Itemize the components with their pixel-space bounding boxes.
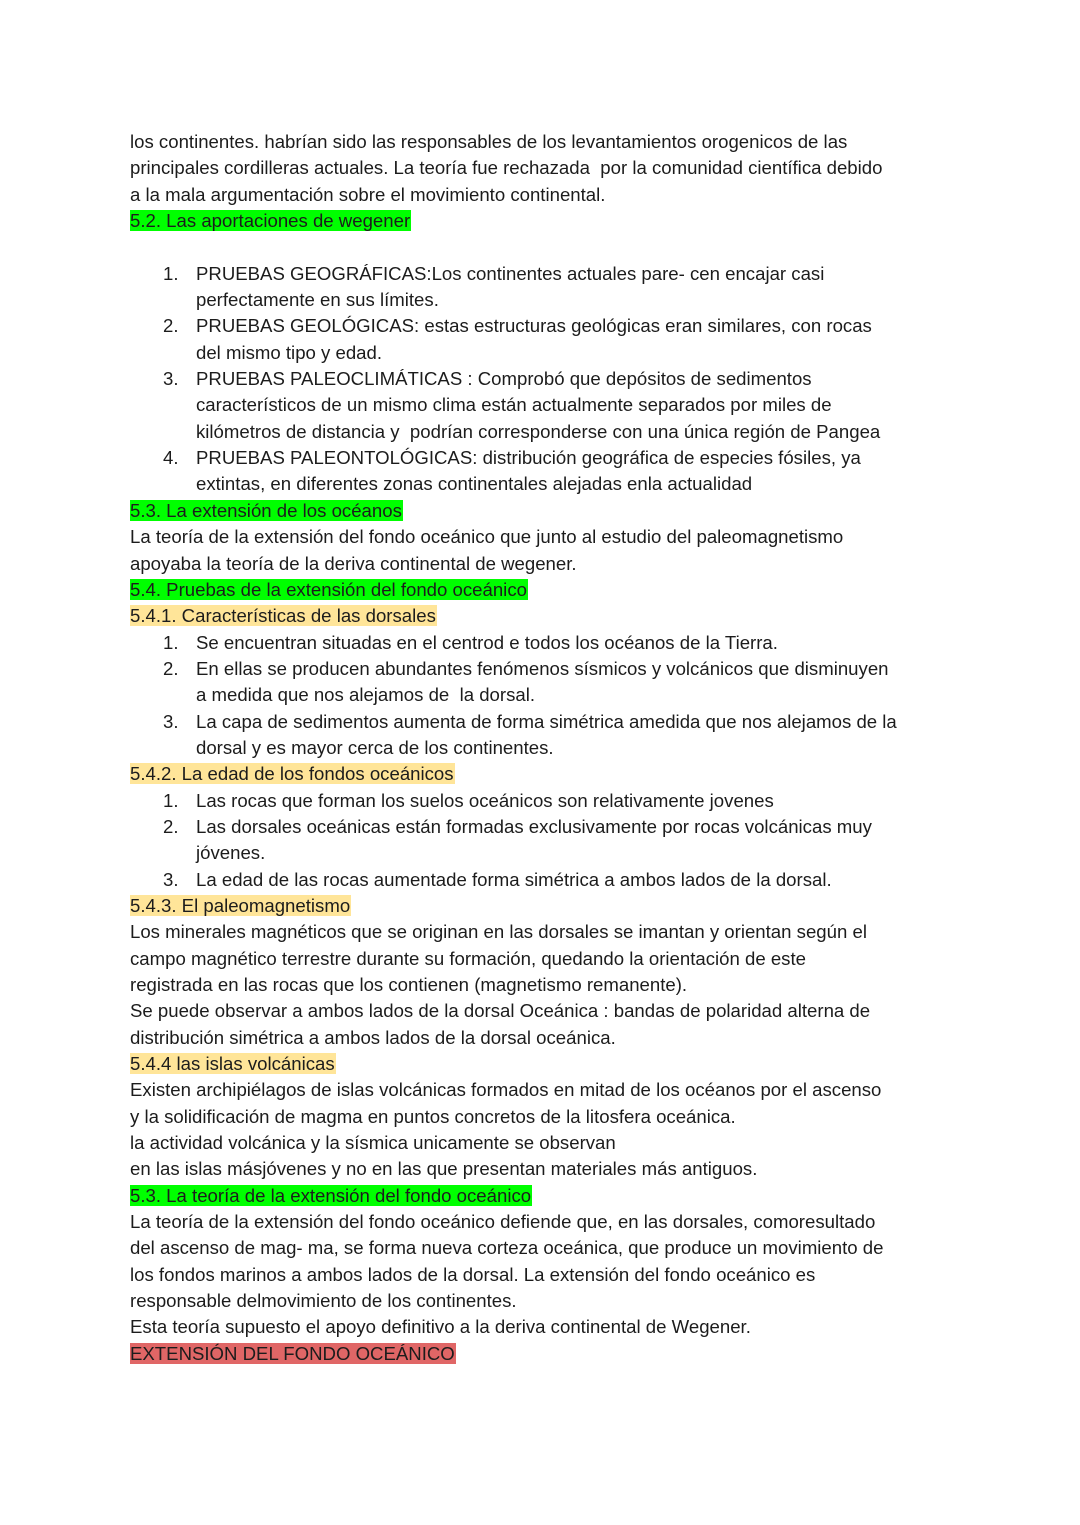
- section-heading: [130, 1051, 960, 1077]
- list-number: 2.: [163, 657, 179, 679]
- highlighted-heading-text: 5.4. Pruebas de la extensión del fondo oceánico: [130, 578, 527, 600]
- list-item-text: dorsal y es mayor cerca de los continentes.: [196, 736, 554, 758]
- paragraph-line: del ascenso de mag- ma, se forma nueva corteza oceánica, que produce un movimiento de: [130, 1237, 884, 1259]
- section-heading: [130, 1341, 960, 1367]
- list-item-text: PRUEBAS GEOGRÁFICAS:Los continentes actuales pare- cen encajar casi: [196, 262, 825, 284]
- list-item-line: [130, 340, 960, 366]
- paragraph-line: responsable delmovimiento de los continentes.: [130, 1290, 517, 1312]
- document-page: [130, 129, 960, 1367]
- highlighted-heading-text: EXTENSIÓN DEL FONDO OCEÁNICO: [130, 1342, 455, 1364]
- list-item-line: [130, 735, 960, 761]
- paragraph-line: campo magnético terrestre durante su formación, quedando la orientación de este: [130, 947, 806, 969]
- section-heading: [130, 208, 960, 234]
- paragraph-line: y la solidificación de magma en puntos concretos de la litosfera oceánica.: [130, 1105, 736, 1127]
- paragraph-line: a la mala argumentación sobre el movimiento continental.: [130, 183, 606, 205]
- list-item-text: Las rocas que forman los suelos oceánicos son relativamente jovenes: [196, 789, 774, 811]
- list-item-text: característicos de un mismo clima están actualmente separados por miles de: [196, 394, 832, 416]
- paragraph-line: los fondos marinos a ambos lados de la dorsal. La extensión del fondo oceánico es: [130, 1263, 816, 1285]
- paragraph-line: registrada en las rocas que los contienen (magnetismo remanente).: [130, 974, 688, 995]
- section-heading: [130, 893, 960, 919]
- paragraph-line: La teoría de la extensión del fondo oceánico defiende que, en las dorsales, comoresultado: [130, 1211, 876, 1233]
- list-number: 3.: [163, 868, 179, 890]
- list-item-text: kilómetros de distancia y podrían corresponderse con una única región de Pangea: [196, 420, 881, 442]
- highlighted-heading-text: 5.3. La extensión de los océanos: [130, 499, 402, 521]
- paragraph-line: apoyaba la teoría de la deriva continental de wegener.: [130, 552, 577, 574]
- list-number: 2.: [163, 315, 179, 337]
- list-item-text: Se encuentran situadas en el centrod e todos los océanos de la Tierra.: [196, 631, 778, 653]
- paragraph-line: en las islas másjóvenes y no en las que presentan materiales más antiguos.: [130, 1158, 758, 1180]
- section-heading: [130, 577, 960, 603]
- list-number: 3.: [163, 368, 179, 390]
- list-number: 1.: [163, 631, 179, 653]
- list-item-line: [130, 471, 960, 497]
- list-item-line: [130, 630, 960, 656]
- list-item-line: [130, 445, 960, 471]
- section-heading: [130, 761, 960, 787]
- list-item-text: jóvenes.: [196, 842, 266, 864]
- paragraph-line: la actividad volcánica y la sísmica unicamente se observan: [130, 1132, 616, 1154]
- list-item-line: [130, 287, 960, 313]
- list-item-line: [130, 814, 960, 840]
- list-item-text: PRUEBAS PALEOCLIMÁTICAS : Comprobó que depósitos de sedimentos: [196, 368, 812, 390]
- list-number: 4.: [163, 447, 179, 469]
- paragraph-line: Los minerales magnéticos que se originan en las dorsales se imantan y orientan según el: [130, 921, 867, 943]
- list-item-text: a medida que nos alejamos de la dorsal.: [196, 684, 536, 706]
- list-item-line: [130, 788, 960, 814]
- blank-line: [130, 234, 960, 260]
- list-item-text: del mismo tipo y edad.: [196, 341, 383, 363]
- paragraph-line: Esta teoría supuesto el apoyo definitivo a la deriva continental de Wegener.: [130, 1316, 751, 1338]
- list-item-text: perfectamente en sus límites.: [196, 289, 439, 311]
- highlighted-heading-text: 5.4.4 las islas volcánicas: [130, 1053, 335, 1075]
- list-item-line: [130, 682, 960, 708]
- list-item-text: extintas, en diferentes zonas continentales alejadas enla actualidad: [196, 473, 753, 495]
- list-item-text: Las dorsales oceánicas están formadas exclusivamente por rocas volcánicas muy: [196, 815, 872, 837]
- list-item-text: PRUEBAS PALEONTOLÓGICAS: distribución geográfica de especies fósiles, ya: [196, 447, 861, 469]
- list-number: 1.: [163, 789, 179, 811]
- list-item-line: [130, 392, 960, 418]
- list-item-text: La edad de las rocas aumentade forma simétrica a ambos lados de la dorsal.: [196, 868, 832, 890]
- highlighted-heading-text: 5.4.1. Características de las dorsales: [130, 605, 436, 627]
- section-heading: [130, 1183, 960, 1209]
- list-item-line: [130, 313, 960, 339]
- list-item-line: [130, 840, 960, 866]
- paragraph-line: La teoría de la extensión del fondo oceánico que junto al estudio del paleomagnetismo: [130, 526, 844, 548]
- paragraph-line: Existen archipiélagos de islas volcánicas formados en mitad de los océanos por el ascenso: [130, 1079, 882, 1101]
- highlighted-heading-text: 5.4.3. El paleomagnetismo: [130, 894, 351, 916]
- highlighted-heading-text: 5.3. La teoría de la extensión del fondo oceánico: [130, 1184, 532, 1206]
- list-item-line: [130, 867, 960, 893]
- paragraph-line: Se puede observar a ambos lados de la dorsal Oceánica : bandas de polaridad alterna de: [130, 1000, 871, 1022]
- list-item-line: [130, 709, 960, 735]
- paragraph-line: distribución simétrica a ambos lados de la dorsal oceánica.: [130, 1026, 616, 1048]
- paragraph-line: los continentes. habrían sido las responsables de los levantamientos orogenicos de las: [130, 131, 848, 152]
- list-number: 3.: [163, 710, 179, 732]
- list-item-text: En ellas se producen abundantes fenómenos sísmicos y volcánicos que disminuyen: [196, 657, 889, 679]
- list-item-text: PRUEBAS GEOLÓGICAS: estas estructuras geológicas eran similares, con rocas: [196, 315, 872, 337]
- highlighted-heading-text: 5.4.2. La edad de los fondos oceánicos: [130, 763, 454, 785]
- section-heading: [130, 498, 960, 524]
- list-item-line: [130, 366, 960, 392]
- list-number: 2.: [163, 815, 179, 837]
- list-item-line: [130, 419, 960, 445]
- list-item-text: La capa de sedimentos aumenta de forma simétrica amedida que nos alejamos de la: [196, 710, 897, 732]
- list-item-line: [130, 261, 960, 287]
- highlighted-heading-text: 5.2. Las aportaciones de wegener: [130, 210, 411, 232]
- section-heading: [130, 603, 960, 629]
- paragraph-line: principales cordilleras actuales. La teoría fue rechazada por la comunidad científica debido: [130, 157, 883, 179]
- list-number: 1.: [163, 262, 179, 284]
- list-item-line: [130, 656, 960, 682]
